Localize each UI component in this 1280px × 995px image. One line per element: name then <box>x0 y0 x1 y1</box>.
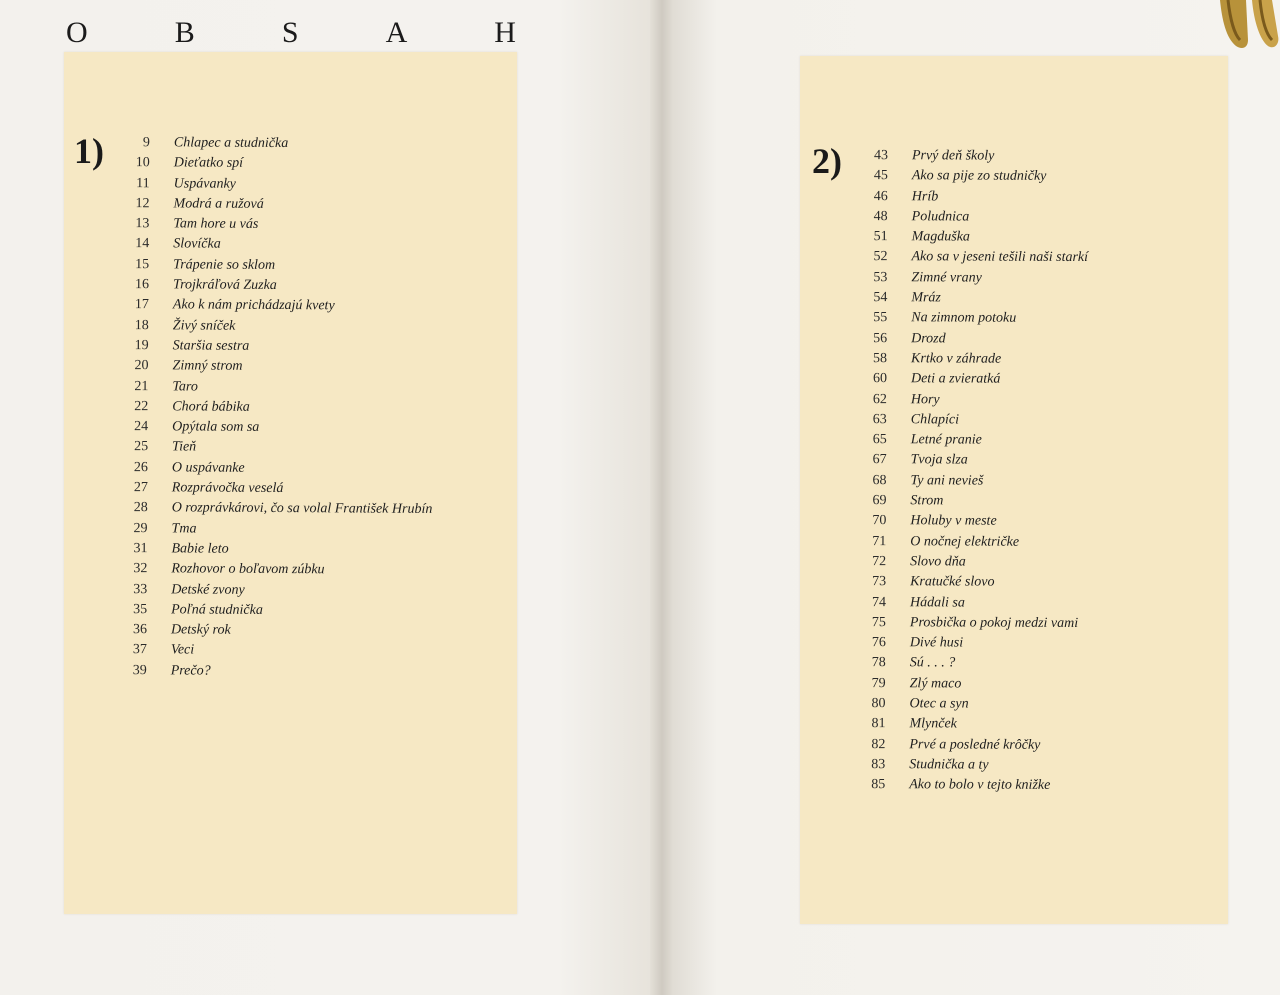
toc-entry <box>849 369 1219 391</box>
toc-entry <box>111 234 511 257</box>
toc-title: Živý sníček <box>172 318 236 334</box>
toc-entry <box>110 437 510 460</box>
toc-page-number: 33 <box>133 581 148 597</box>
toc-page-number: 43 <box>873 148 888 164</box>
toc-entry <box>850 166 1220 188</box>
toc-entry <box>109 559 509 582</box>
toc-entry <box>849 430 1219 452</box>
toc-entry <box>847 714 1217 736</box>
toc-title: Staršia sestra <box>172 338 250 354</box>
toc-page-number: 48 <box>873 208 888 225</box>
toc-title: Taro <box>172 378 198 395</box>
toc-title: Zlý maco <box>909 675 962 692</box>
toc-page-number: 26 <box>133 459 149 475</box>
section-2-number: 2) <box>812 141 842 181</box>
toc-entry <box>847 755 1217 777</box>
heading-letter: O <box>66 16 88 49</box>
toc-title: Tam hore u vás <box>173 216 259 233</box>
toc-title: Chlapíci <box>910 412 960 428</box>
toc-title: Drozd <box>911 330 946 347</box>
heading-letter: S <box>281 16 299 49</box>
toc-page-number: 79 <box>871 675 886 691</box>
toc-entry <box>111 356 511 379</box>
toc-entry <box>111 336 511 359</box>
toc-entry <box>112 174 512 197</box>
toc-entry <box>848 471 1218 493</box>
toc-page-number: 25 <box>134 439 149 455</box>
toc-title: Hríb <box>911 188 939 204</box>
brass-clip-icon <box>1208 0 1280 52</box>
toc-entry <box>847 735 1217 757</box>
toc-page-number: 51 <box>873 229 888 245</box>
toc-page-number: 9 <box>142 135 150 151</box>
toc-title: Rozprávočka veselá <box>171 480 284 497</box>
toc-title: Zimné vrany <box>911 270 982 286</box>
toc-page-number: 52 <box>873 249 888 265</box>
heading-letter: B <box>174 16 195 49</box>
toc-page-number: 75 <box>871 614 886 630</box>
toc-title: Poludnica <box>911 209 970 225</box>
toc-title: Divé husi <box>909 635 964 651</box>
contents-heading <box>66 16 516 50</box>
toc-entry <box>111 295 511 318</box>
toc-title: Ako sa v jeseni tešili naši starkí <box>911 249 1089 266</box>
toc-entry <box>848 694 1218 716</box>
toc-page-number: 46 <box>873 188 888 204</box>
toc-title: Modrá a ružová <box>173 196 264 212</box>
toc-entry <box>111 316 511 339</box>
toc-page-number: 20 <box>134 358 149 374</box>
toc-title: Studnička a ty <box>909 757 989 773</box>
toc-title: O uspávanke <box>171 460 245 476</box>
toc-entry <box>849 450 1219 472</box>
toc-title: Rozhovor o boľavom zúbku <box>171 561 325 578</box>
toc-title: Prečo? <box>170 663 211 679</box>
toc-title: Tieň <box>172 439 197 455</box>
toc-page-number: 76 <box>871 635 886 651</box>
toc-title: Slovíčka <box>173 236 221 253</box>
toc-title: Letné pranie <box>910 432 982 448</box>
toc-title: O nočnej električke <box>910 533 1020 550</box>
toc-page-number: 39 <box>132 662 147 678</box>
toc-entry <box>850 187 1220 209</box>
toc-title: Krtko v záhrade <box>911 351 1002 367</box>
toc-page-number: 69 <box>872 493 887 509</box>
toc-page-number: 21 <box>134 378 149 394</box>
toc-page-number: 17 <box>134 297 149 313</box>
toc-page-number: 11 <box>136 175 150 191</box>
toc-title: Trojkráľová Zuzka <box>173 277 277 294</box>
toc-entry <box>848 633 1218 655</box>
toc-page-number: 82 <box>871 736 886 752</box>
toc-entry <box>850 207 1220 229</box>
toc-page-number: 55 <box>873 310 888 326</box>
toc-entry <box>111 214 511 237</box>
section-2-toc-list <box>847 146 1220 797</box>
toc-title: Na zimnom potoku <box>911 310 1017 327</box>
book-gutter <box>650 0 674 995</box>
toc-page-number: 32 <box>133 561 148 577</box>
toc-entry <box>111 255 511 278</box>
toc-entry <box>849 349 1219 371</box>
toc-page-number: 58 <box>873 351 888 367</box>
toc-title: Strom <box>910 493 944 509</box>
toc-entry <box>849 329 1219 351</box>
toc-entry <box>848 572 1218 594</box>
toc-page-number: 24 <box>134 419 149 435</box>
toc-page-number: 56 <box>873 330 888 346</box>
toc-page-number: 10 <box>135 155 150 171</box>
toc-page-number: 78 <box>871 655 886 671</box>
toc-page-number: 14 <box>135 236 150 252</box>
toc-title: Deti a zvieratká <box>910 371 1001 387</box>
toc-page-number: 45 <box>873 168 888 184</box>
toc-title: Zimný strom <box>172 358 243 375</box>
toc-page-number: 53 <box>873 269 888 285</box>
toc-title: Ty ani nevieš <box>910 473 984 489</box>
toc-entry <box>849 288 1219 310</box>
toc-title: Chorá bábika <box>172 399 250 415</box>
toc-entry <box>849 247 1219 269</box>
toc-title: Uspávanky <box>173 175 236 192</box>
toc-page-number: 60 <box>872 371 888 387</box>
toc-title: Trápenie so sklom <box>173 257 276 273</box>
heading-letter: H <box>494 16 516 49</box>
toc-title: Hory <box>910 391 940 407</box>
toc-page-number: 70 <box>872 513 887 529</box>
toc-entry <box>848 653 1218 675</box>
toc-title: Hádali sa <box>909 594 965 611</box>
toc-entry <box>111 275 511 298</box>
toc-title: Mlynček <box>909 716 957 732</box>
toc-title: Tvoja slza <box>910 452 968 468</box>
toc-entry <box>110 519 510 542</box>
toc-page-number: 65 <box>872 432 887 448</box>
toc-page-number: 71 <box>872 533 887 549</box>
toc-page-number: 35 <box>133 601 148 618</box>
toc-page-number: 68 <box>872 472 887 488</box>
toc-page-number: 83 <box>871 757 886 773</box>
toc-page-number: 22 <box>134 399 149 415</box>
toc-page-number: 81 <box>871 716 886 732</box>
toc-entry <box>110 478 510 501</box>
toc-entry <box>848 532 1218 554</box>
toc-entry <box>848 613 1218 635</box>
toc-page-number: 85 <box>871 777 886 793</box>
toc-entry <box>110 377 510 400</box>
toc-entry <box>848 491 1218 513</box>
toc-entry <box>109 580 509 603</box>
toc-page-number: 15 <box>135 256 150 273</box>
toc-page-number: 62 <box>872 391 887 407</box>
toc-title: Veci <box>170 642 195 658</box>
toc-entry <box>848 511 1218 533</box>
toc-title: Chlapec a studnička <box>173 135 289 152</box>
heading-letter: A <box>385 16 408 49</box>
toc-entry <box>109 661 509 684</box>
toc-title: Holuby v meste <box>910 513 997 529</box>
toc-page-number: 18 <box>134 317 149 333</box>
toc-title: Mráz <box>911 290 941 306</box>
toc-entry <box>110 458 510 481</box>
toc-entry <box>112 133 512 156</box>
toc-title: Kratučké slovo <box>910 574 995 590</box>
toc-title: Ako to bolo v tejto knižke <box>909 777 1051 794</box>
toc-page-number: 72 <box>872 554 887 570</box>
toc-entry <box>112 194 512 217</box>
toc-title: Prosbička o pokoj medzi vami <box>909 615 1079 631</box>
toc-page-number: 28 <box>133 500 148 516</box>
toc-title: O rozprávkárovi, čo sa volal František Hrubín <box>171 500 433 518</box>
toc-page-number: 63 <box>872 411 887 428</box>
toc-entry <box>848 552 1218 574</box>
toc-entry <box>110 397 510 420</box>
toc-entry <box>109 640 509 663</box>
toc-entry <box>109 600 509 623</box>
toc-page-number: 73 <box>872 574 887 590</box>
toc-entry <box>109 539 509 562</box>
toc-title: Tma <box>171 521 197 537</box>
toc-entry <box>849 410 1219 432</box>
toc-entry <box>109 620 509 643</box>
toc-entry <box>850 146 1220 168</box>
toc-page-number: 13 <box>135 216 150 232</box>
toc-entry <box>110 498 510 521</box>
toc-title: Detské zvony <box>171 581 245 598</box>
toc-entry <box>849 268 1219 290</box>
toc-entry <box>849 308 1219 330</box>
toc-entry <box>848 593 1218 615</box>
toc-page-number: 16 <box>135 277 150 293</box>
toc-page-number: 29 <box>133 520 148 536</box>
toc-page-number: 19 <box>134 338 149 354</box>
toc-page-number: 54 <box>873 290 888 306</box>
toc-page-number: 36 <box>132 622 148 638</box>
toc-page-number: 80 <box>871 696 886 712</box>
toc-page-number: 67 <box>872 452 887 468</box>
toc-title: Prvé a posledné krôčky <box>909 736 1041 753</box>
toc-entry <box>848 674 1218 696</box>
toc-title: Otec a syn <box>909 696 969 712</box>
toc-entry <box>112 153 512 176</box>
toc-page-number: 12 <box>135 196 150 212</box>
toc-entry <box>850 227 1220 249</box>
toc-title: Prvý deň školy <box>911 148 995 164</box>
toc-title: Slovo dňa <box>910 554 966 570</box>
toc-title: Babie leto <box>171 541 229 557</box>
toc-page-number: 27 <box>133 480 148 496</box>
toc-title: Magduška <box>911 229 970 245</box>
toc-entry <box>847 775 1217 797</box>
section-1-toc-list <box>109 133 512 683</box>
toc-title: Ako sa pije zo studničky <box>911 168 1047 185</box>
toc-page-number: 74 <box>871 594 887 610</box>
toc-page-number: 37 <box>132 642 147 658</box>
toc-title: Dieťatko spí <box>173 155 244 172</box>
toc-entry <box>110 417 510 440</box>
toc-title: Opýtala som sa <box>172 419 260 436</box>
toc-title: Detský rok <box>170 622 231 638</box>
section-1-number: 1) <box>74 131 104 171</box>
toc-entry <box>849 390 1219 412</box>
toc-page-number: 31 <box>133 541 148 557</box>
toc-title: Poľná studnička <box>171 602 263 618</box>
toc-title: Ako k nám prichádzajú kvety <box>172 297 335 314</box>
toc-title: Sú . . . ? <box>909 655 956 671</box>
